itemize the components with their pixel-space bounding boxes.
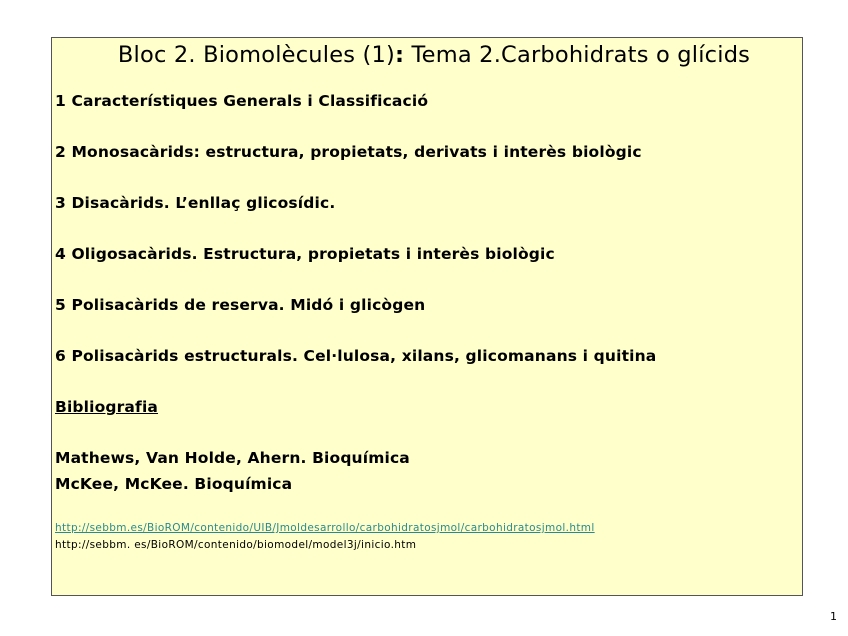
topic-item-4: 4 Oligosacàrids. Estructura, propietats i interès biològic — [55, 245, 555, 263]
slide-content-box — [51, 37, 803, 596]
title-colon: : — [395, 42, 405, 68]
reference-1: Mathews, Van Holde, Ahern. Bioquímica — [55, 449, 410, 467]
topic-item-6: 6 Polisacàrids estructurals. Cel·lulosa, xilans, glicomanans i quitina — [55, 347, 657, 365]
bibliography-heading: Bibliografia — [55, 398, 159, 416]
topic-item-1: 1 Característiques Generals i Classificació — [55, 92, 429, 110]
slide-title — [52, 42, 802, 68]
reference-2: McKee, McKee. Bioquímica — [55, 475, 293, 493]
title-part-2: Tema 2.Carbohidrats o glícids — [404, 42, 751, 68]
page-number: 1 — [830, 610, 837, 623]
link-biomodel-inicio: http://sebbm. es/BioROM/contenido/biomodel/model3j/inicio.htm — [55, 539, 417, 551]
topic-item-5: 5 Polisacàrids de reserva. Midó i glicògen — [55, 296, 426, 314]
link-carbohidratos-jmol[interactable]: http://sebbm.es/BioROM/contenido/UIB/Jmoldesarrollo/carbohidratosjmol/carbohidratosjmol.html — [55, 522, 595, 534]
topic-item-3: 3 Disacàrids. L’enllaç glicosídic. — [55, 194, 336, 212]
title-part-1: Bloc 2. Biomolècules (1) — [117, 42, 395, 68]
topic-item-2: 2 Monosacàrids: estructura, propietats, derivats i interès biològic — [55, 143, 642, 161]
